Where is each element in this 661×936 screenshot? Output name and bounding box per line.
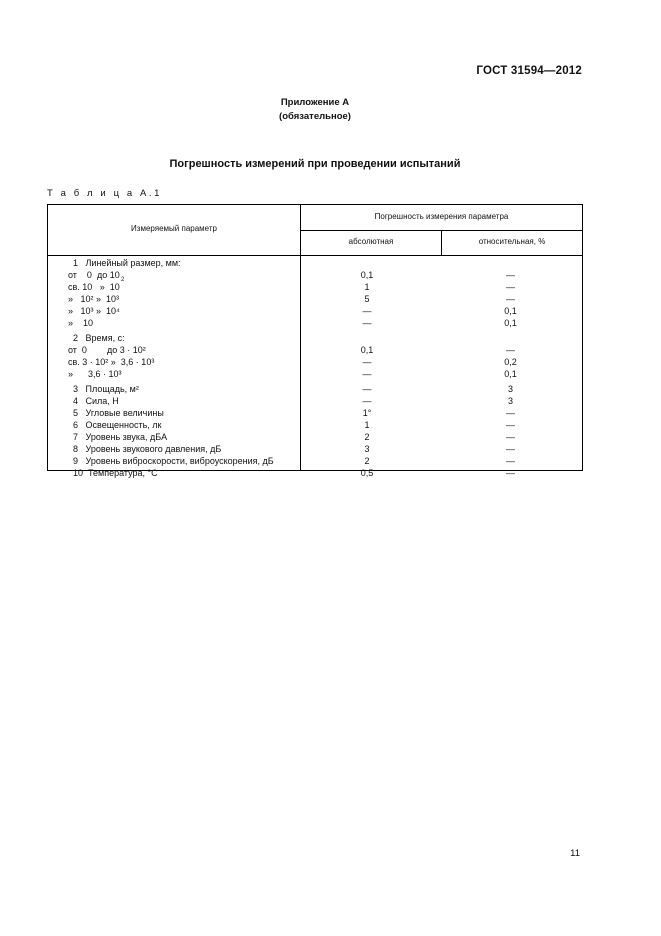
relative-error-cell: —	[506, 432, 515, 442]
header-error: Погрешность измерения параметра	[374, 212, 509, 221]
absolute-error-cell: 1	[364, 282, 370, 292]
absolute-error-cell: —	[362, 357, 372, 367]
relative-error-cell: —	[506, 282, 515, 292]
standard-number: ГОСТ 31594—2012	[476, 65, 582, 77]
parameter-cell: » 10² » 10³	[68, 294, 120, 304]
relative-error-cell: 3	[507, 396, 513, 406]
table-row	[48, 467, 584, 479]
parameter-cell: 6 Освещенность, лк	[68, 420, 162, 430]
parameter-cell: 7 Уровень звука, дБA	[68, 432, 168, 442]
table-row	[48, 395, 584, 407]
relative-error-cell: —	[506, 444, 515, 454]
parameter-cell: 5 Угловые величины	[68, 408, 164, 418]
relative-error-cell: —	[506, 270, 515, 280]
table-row	[48, 455, 584, 467]
relative-error-cell: 0,1	[504, 318, 517, 328]
parameter-cell: от 0 до 10	[68, 270, 120, 280]
document-title: Погрешность измерений при проведении испытаний	[169, 158, 461, 170]
absolute-error-cell: 5	[364, 294, 370, 304]
relative-error-cell: —	[506, 345, 515, 355]
parameter-cell: св. 3 · 10² » 3,6 · 10³	[68, 357, 155, 367]
table-row: св. 10 » 10 2 1 —	[48, 281, 584, 293]
table-row	[48, 356, 584, 368]
table-row	[48, 368, 584, 380]
relative-error-cell: —	[506, 420, 515, 430]
parameter-cell: 1 Линейный размер, мм:	[68, 258, 181, 268]
parameter-cell: св. 10 » 10	[68, 282, 120, 292]
table-row	[48, 332, 584, 344]
table-row	[48, 383, 584, 395]
table-row	[48, 443, 584, 455]
absolute-error-cell: 2	[364, 456, 370, 466]
annex-heading	[0, 96, 630, 124]
parameter-cell: 9 Уровень виброскорости, виброускорения, дБ	[68, 456, 274, 466]
relative-error-cell: —	[506, 294, 515, 304]
table-row	[48, 344, 584, 356]
table-row	[48, 257, 584, 269]
annex-title: Приложение А	[280, 97, 350, 108]
absolute-error-cell: —	[362, 396, 372, 406]
table-row	[48, 269, 584, 281]
absolute-error-cell: —	[362, 369, 372, 379]
table-row	[48, 317, 584, 329]
table-divider	[300, 230, 582, 231]
relative-error-cell: —	[506, 468, 515, 478]
parameter-cell: » 3,6 · 10³	[68, 369, 122, 379]
table-row	[48, 431, 584, 443]
table-row	[48, 419, 584, 431]
relative-error-cell: 0,1	[504, 306, 517, 316]
parameter-cell: » 10³ » 10⁴	[68, 306, 120, 316]
absolute-error-cell: 0,5	[360, 468, 374, 478]
relative-error-cell: —	[506, 408, 515, 418]
parameter-cell: 10 Температура, °C	[68, 468, 158, 478]
absolute-error-cell: 1°	[362, 408, 372, 418]
parameter-cell: » 10	[68, 318, 94, 328]
absolute-error-cell: 0,1	[360, 270, 374, 280]
parameter-cell: 4 Сила, Н	[68, 396, 119, 406]
relative-error-cell: —	[506, 456, 515, 466]
table-row	[48, 293, 584, 305]
header-relative: относительная, %	[478, 237, 546, 246]
measurement-error-table	[47, 204, 583, 478]
absolute-error-cell: —	[362, 306, 372, 316]
absolute-error-cell: 2	[364, 432, 370, 442]
absolute-error-cell: 1	[364, 420, 370, 430]
absolute-error-cell: —	[362, 318, 372, 328]
header-absolute: абсолютная	[348, 237, 394, 246]
table-caption: Т а б л и ц а А.1	[47, 188, 163, 199]
parameter-cell: 2 Время, с:	[68, 333, 125, 343]
table-row	[48, 305, 584, 317]
absolute-error-cell: 3	[364, 444, 370, 454]
page-number: 11	[570, 848, 580, 859]
absolute-error-cell: 0,1	[360, 345, 374, 355]
parameter-cell: 3 Площадь, м²	[68, 384, 139, 394]
parameter-cell: 8 Уровень звукового давления, дБ	[68, 444, 222, 454]
annex-status: (обязательное)	[279, 111, 351, 122]
header-param: Измеряемый параметр	[131, 224, 217, 233]
parameter-cell: от 0 до 3 · 10²	[68, 345, 146, 355]
table-divider	[48, 255, 582, 256]
absolute-error-cell: —	[362, 384, 372, 394]
relative-error-cell: 0,2	[504, 357, 517, 367]
relative-error-cell: 0,1	[504, 369, 517, 379]
table-row	[48, 407, 584, 419]
relative-error-cell: 3	[507, 384, 513, 394]
